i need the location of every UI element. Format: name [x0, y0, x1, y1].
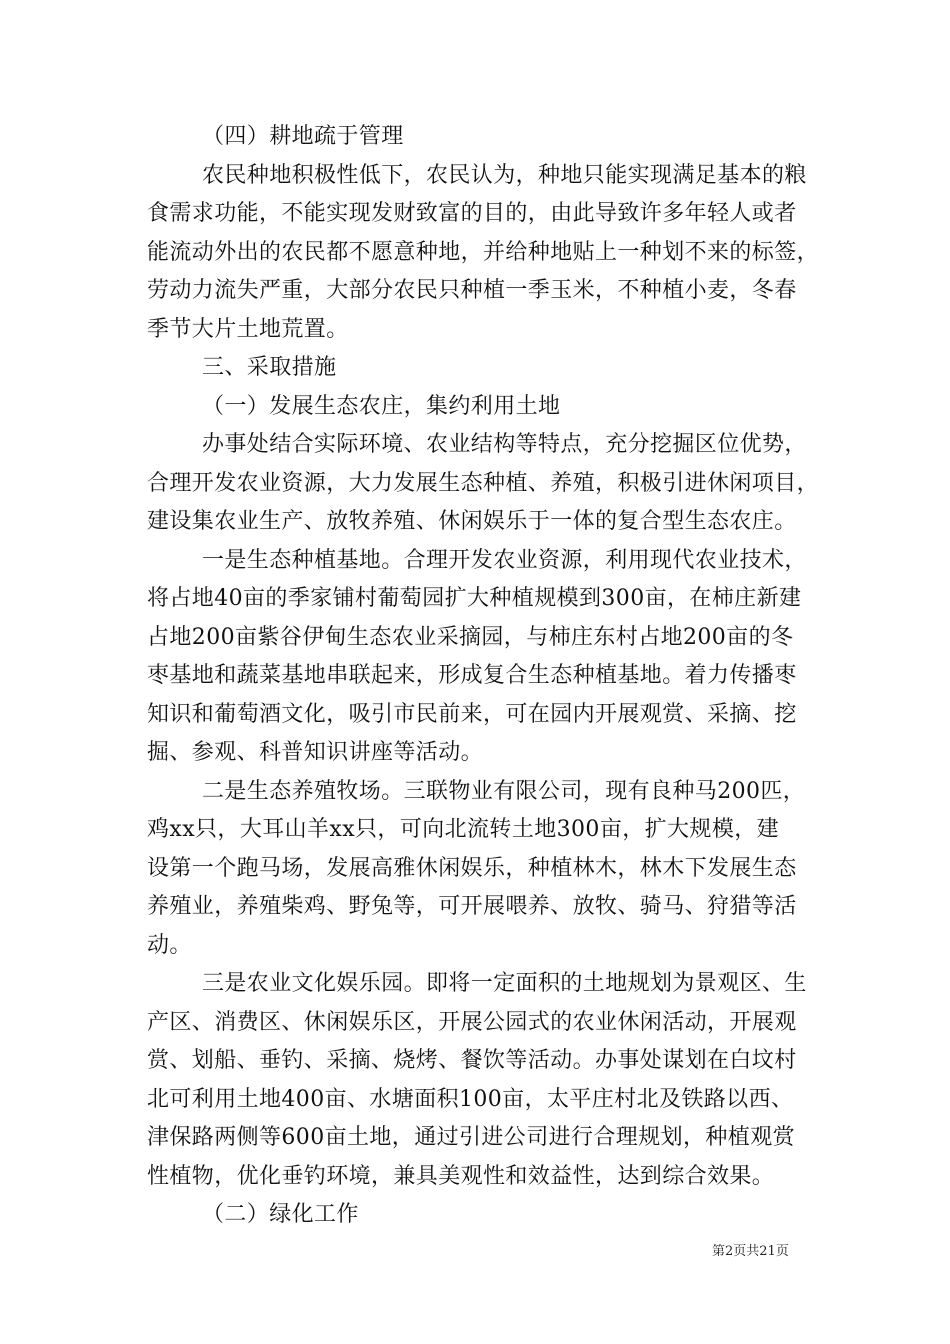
text-line: 建设集农业生产、放牧养殖、休闲娱乐于一体的复合型生态农庄。: [147, 509, 797, 534]
text-line: （一）发展生态农庄，集约利用土地: [202, 393, 561, 419]
text-line: 赏、划船、垂钓、采摘、烧烤、餐饮等活动。办事处谋划在白坟村: [147, 1048, 797, 1073]
text-line: （二）绿化工作: [202, 1202, 359, 1227]
text-line: 一是生态种植基地。合理开发农业资源，利用现代农业技术，: [202, 547, 807, 573]
text-line: 产区、消费区、休闲娱乐区，开展公园式的农业休闲活动，开展观: [147, 1009, 797, 1035]
text-line: 设第一个跑马场，发展高雅休闲娱乐，种植林木，林木下发展生态: [147, 855, 797, 881]
text-line: （四）耕地疏于管理: [202, 124, 404, 149]
text-line: 性植物，优化垂钓环境，兼具美观性和效益性，达到综合效果。: [147, 1163, 775, 1189]
text-line: 北可利用土地400亩、水塘面积100亩，太平庄村北及铁路以西、: [147, 1086, 794, 1112]
text-line: 劳动力流失严重，大部分农民只种植一季玉米，不种植小麦，冬春: [147, 278, 797, 303]
text-line: 三、采取措施: [202, 355, 337, 380]
text-line: 二是生态养殖牧场。三联物业有限公司，现有良种马200匹，: [202, 778, 806, 804]
text-line: 养殖业，养殖柴鸡、野兔等，可开展喂养、放牧、骑马、狩猎等活: [147, 894, 797, 919]
text-line: 动。: [147, 932, 192, 958]
text-line: 枣基地和蔬菜基地串联起来，形成复合生态种植基地。着力传播枣: [147, 663, 797, 688]
text-line: 鸡xx只，大耳山羊xx只，可向北流转土地300亩，扩大规模，建: [147, 817, 780, 842]
text-line: 占地200亩紫谷伊甸生态农业采摘园，与柿庄东村占地200亩的冬: [147, 624, 794, 650]
text-line: 掘、参观、科普知识讲座等活动。: [147, 740, 484, 765]
text-line: 三是农业文化娱乐园。即将一定面积的土地规划为景观区、生: [202, 971, 807, 996]
text-line: 津保路两侧等600亩土地，通过引进公司进行合理规划，种植观赏: [147, 1125, 795, 1150]
text-line: 食需求功能，不能实现发财致富的目的，由此导致许多年轻人或者: [147, 201, 797, 226]
text-line: 季节大片土地荒置。: [147, 316, 349, 342]
text-line: 农民种地积极性低下，农民认为，种地只能实现满足基本的粮: [202, 162, 807, 188]
text-line: 知识和葡萄酒文化，吸引市民前来，可在园内开展观赏、采摘、挖: [147, 701, 797, 727]
document-body: [147, 118, 820, 1235]
text-line: 将占地40亩的季家铺村葡萄园扩大种植规模到300亩，在柿庄新建: [147, 586, 802, 611]
page-number: 第2页共21页: [712, 1244, 789, 1259]
text-line: 能流动外出的农民都不愿意种地，并给种地贴上一种划不来的标签，: [147, 239, 820, 265]
text-line: 办事处结合实际环境、农业结构等特点，充分挖掘区位优势，: [202, 432, 807, 457]
text-line: 合理开发农业资源，大力发展生态种植、养殖，积极引进休闲项目，: [147, 470, 820, 496]
